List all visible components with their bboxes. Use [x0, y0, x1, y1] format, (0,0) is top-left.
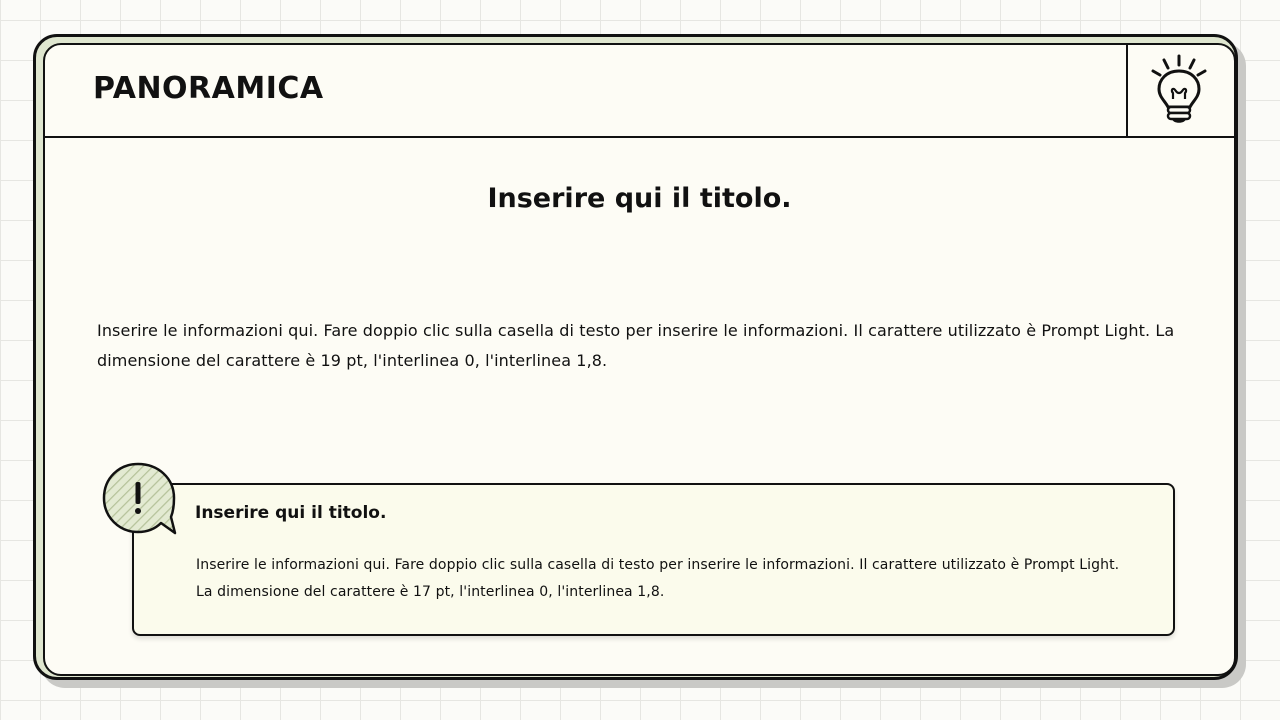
header-divider [45, 136, 1234, 138]
lightbulb-icon [1147, 53, 1211, 129]
icon-divider [1126, 45, 1128, 137]
callout-box [132, 483, 1175, 636]
callout-body-text: Inserire le informazioni qui. Fare doppio clic sulla casella di testo per inserire le informazioni. Il carattere utilizzato è Prompt Light. La dimensione del carattere è 17 pt, l'interlinea 0, l'interlinea 1,8. [196, 557, 1120, 600]
callout-heading: Inserire qui il titolo. [195, 503, 387, 523]
exclamation-icon [99, 460, 179, 540]
main-heading: Inserire qui il titolo. [487, 183, 792, 214]
main-body-text: Inserire le informazioni qui. Fare doppio clic sulla casella di testo per inserire le informazioni. Il carattere utilizzato è Prompt Light. La dimensione del carattere è 19 pt, l'interlinea 0, l'interlinea 1,8. [97, 321, 1175, 370]
page-title: PANORAMICA [93, 71, 324, 106]
